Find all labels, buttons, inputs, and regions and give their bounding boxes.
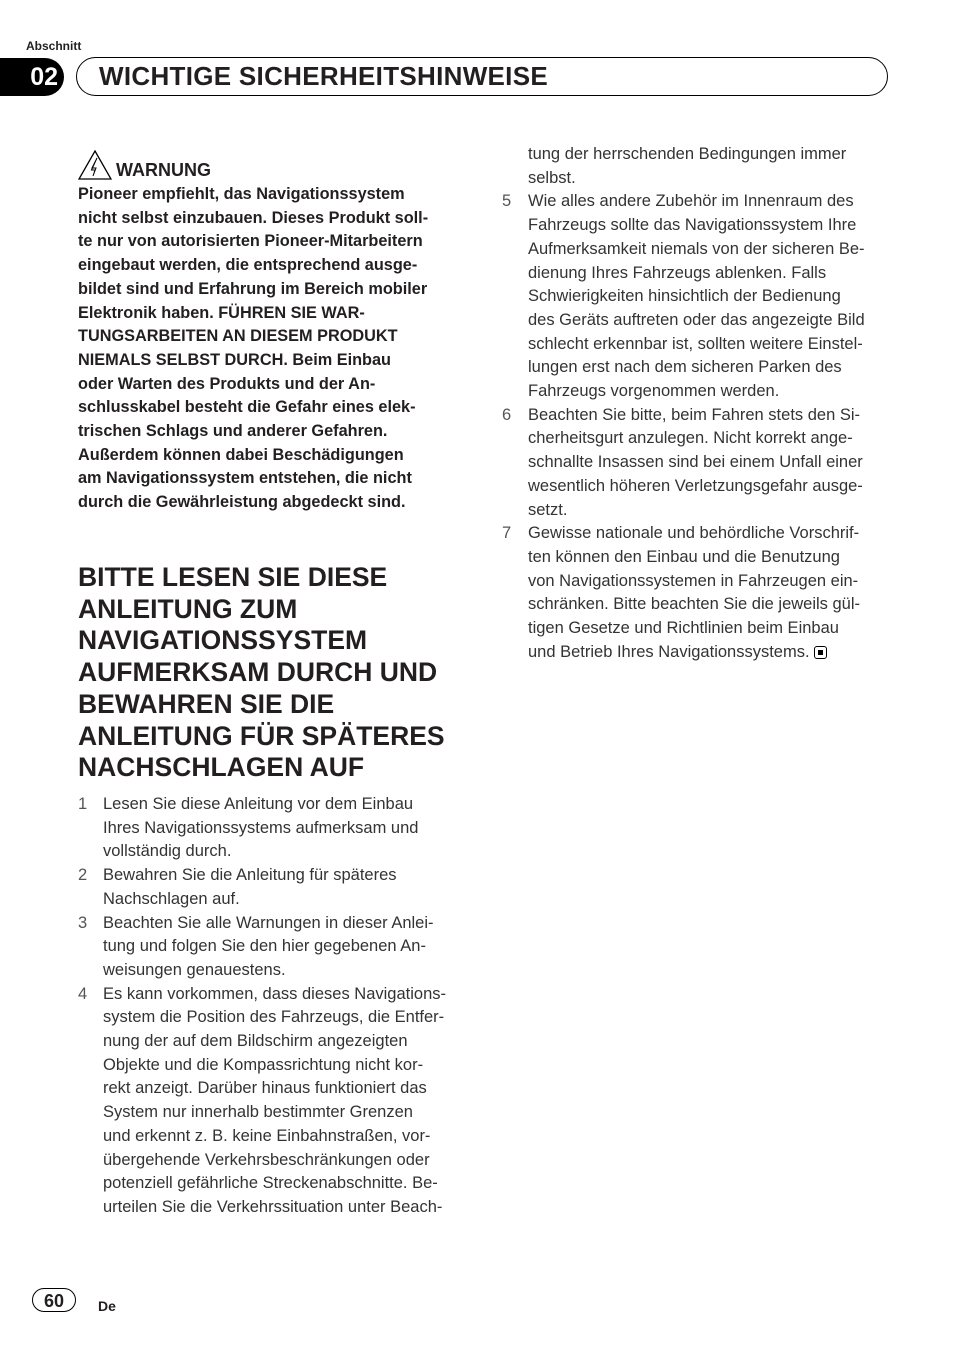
section-number: 02 <box>0 58 64 96</box>
list-item-line: dienung Ihres Fahrzeugs ablenken. Falls <box>528 263 827 282</box>
list-item-line: Nachschlagen auf. <box>103 889 240 908</box>
list-item-line: tung der herrschenden Bedingungen immer <box>528 145 847 163</box>
list-item-line: Aufmerksamkeit niemals von der sicheren Be- <box>528 239 865 258</box>
list-item-number: 5 <box>502 192 512 211</box>
list-item-line: von Navigationssystemen in Fahrzeugen ein- <box>528 571 859 590</box>
list-item-line: tigen Gesetze und Richtlinien beim Einbau <box>528 619 839 637</box>
list-item-line: wesentlich höheren Verletzungsgefahr ausge- <box>528 476 863 495</box>
language-code: De <box>98 1298 116 1314</box>
list-item-line: Fahrzeugs sollte das Navigationssystem Ihre <box>528 216 857 235</box>
list-item-line: Beachten Sie bitte, beim Fahren stets den Si- <box>528 405 861 424</box>
list-item-line: System nur innerhalb bestimmter Grenzen <box>103 1103 413 1122</box>
heading-line: BITTE LESEN SIE DIESE <box>78 562 388 592</box>
section-title: WICHTIGE SICHERHEITSHINWEISE <box>99 61 548 91</box>
end-of-section-icon <box>814 646 827 659</box>
heading-line: ANLEITUNG ZUM <box>78 593 298 624</box>
list-item-number: 6 <box>502 405 512 424</box>
list-item-line: übergehende Verkehrsbeschränkungen oder <box>103 1150 430 1169</box>
heading-line: ANLEITUNG FÜR SPÄTERES <box>78 720 445 751</box>
list-item-number: 1 <box>78 795 88 813</box>
electric-hazard-icon <box>78 150 112 180</box>
warning-line: schlusskabel besteht die Gefahr eines elek- <box>78 398 416 417</box>
list-item-line: nung der auf dem Bildschirm angezeigten <box>103 1032 408 1050</box>
list-item-number: 4 <box>78 984 88 1003</box>
heading-line: NAVIGATIONSSYSTEM <box>78 625 368 656</box>
warning-line: Außerdem können dabei Beschädigungen <box>78 445 404 464</box>
list-item-line: schlecht erkennbar ist, sollten weitere Einstel- <box>528 334 863 353</box>
list-item-line: system die Position des Fahrzeugs, die Entfer- <box>103 1008 445 1027</box>
list-item-line: Objekte und die Kompassrichtung nicht kor- <box>103 1055 424 1074</box>
list-item-line: setzt. <box>528 500 568 519</box>
list-item-line: potenziell gefährliche Streckenabschnitte. Be- <box>103 1174 438 1193</box>
warning-line: am Navigationssystem entstehen, die nicht <box>78 469 412 488</box>
list-item-line: vollständig durch. <box>103 842 232 861</box>
warning-line: NIEMALS SELBST DURCH. Beim Einbau <box>78 350 391 369</box>
warning-line: te nur von autorisierten Pioneer-Mitarbeitern <box>78 232 423 251</box>
heading-line: AUFMERKSAM DURCH UND <box>78 657 438 688</box>
list-item-number: 2 <box>78 866 88 885</box>
warning-line: Pioneer empfiehlt, das Navigationssystem <box>78 185 405 203</box>
list-item-line: Lesen Sie diese Anleitung vor dem Einbau <box>103 795 414 813</box>
list-item-line: Wie alles andere Zubehör im Innenraum des <box>528 192 854 211</box>
list-item-line: schränken. Bitte beachten Sie die jeweils gül- <box>528 595 861 614</box>
warning-line: oder Warten des Produkts und der An- <box>78 374 376 393</box>
list-item-line: rekt anzeigt. Darüber hinaus funktioniert das <box>103 1079 427 1098</box>
list-item-line: Beachten Sie alle Warnungen in dieser Anlei- <box>103 913 434 932</box>
warning-line: bildet sind und Erfahrung im Bereich mobiler <box>78 279 428 298</box>
page-number: 60 <box>32 1288 76 1312</box>
list-item-line: Gewisse nationale und behördliche Vorschrif- <box>528 524 860 543</box>
warning-heading <box>78 150 211 180</box>
warning-line: durch die Gewährleistung abgedeckt sind. <box>78 493 406 512</box>
list-item-line: tung und folgen Sie den hier gegebenen An- <box>103 937 426 956</box>
list-item-line: Fahrzeugs vorgenommen werden. <box>528 382 780 400</box>
list-item-line: des Geräts auftreten oder das angezeigte Bild <box>528 310 865 329</box>
list-item-line: cherheitsgurt anzulegen. Nicht korrekt ange- <box>528 429 853 448</box>
warning-line: nicht selbst einzubauen. Dieses Produkt soll- <box>78 208 429 227</box>
list-item-number: 7 <box>502 524 512 543</box>
list-item-line: Schwierigkeiten hinsichtlich der Bedienung <box>528 287 841 306</box>
section-label: Abschnitt <box>26 39 82 53</box>
warning-line: trischen Schlags und anderer Gefahren. <box>78 422 388 440</box>
heading-line: NACHSCHLAGEN AUF <box>78 752 365 783</box>
list-item-line: urteilen Sie die Verkehrssituation unter Beach- <box>103 1197 443 1216</box>
list-item-line: und Betrieb Ihres Navigationssystems. <box>528 643 827 662</box>
warning-label: WARNUNG <box>116 160 211 180</box>
warning-line: TUNGSARBEITEN AN DIESEM PRODUKT <box>78 327 398 346</box>
list-item-line: ten können den Einbau und die Benutzung <box>528 547 840 566</box>
list-item-line: weisungen genauestens. <box>103 960 286 979</box>
warning-line: eingebaut werden, die entsprechend ausge- <box>78 256 418 275</box>
list-item-line: Bewahren Sie die Anleitung für späteres <box>103 866 397 885</box>
warning-line: Elektronik haben. FÜHREN SIE WAR- <box>78 303 365 322</box>
list-item-number: 3 <box>78 913 88 932</box>
list-item-line: schnallte Insassen sind bei einem Unfall einer <box>528 453 863 472</box>
section-title-box <box>76 57 888 96</box>
heading-line: BEWAHREN SIE DIE <box>78 688 335 719</box>
list-item-line: und erkennt z. B. keine Einbahnstraßen, vor- <box>103 1126 431 1145</box>
list-item-line: lungen erst nach dem sicheren Parken des <box>528 358 842 377</box>
list-item-line: selbst. <box>528 168 576 187</box>
list-item-line: Ihres Navigationssystems aufmerksam und <box>103 818 419 837</box>
list-item-line: Es kann vorkommen, dass dieses Navigations- <box>103 984 446 1003</box>
